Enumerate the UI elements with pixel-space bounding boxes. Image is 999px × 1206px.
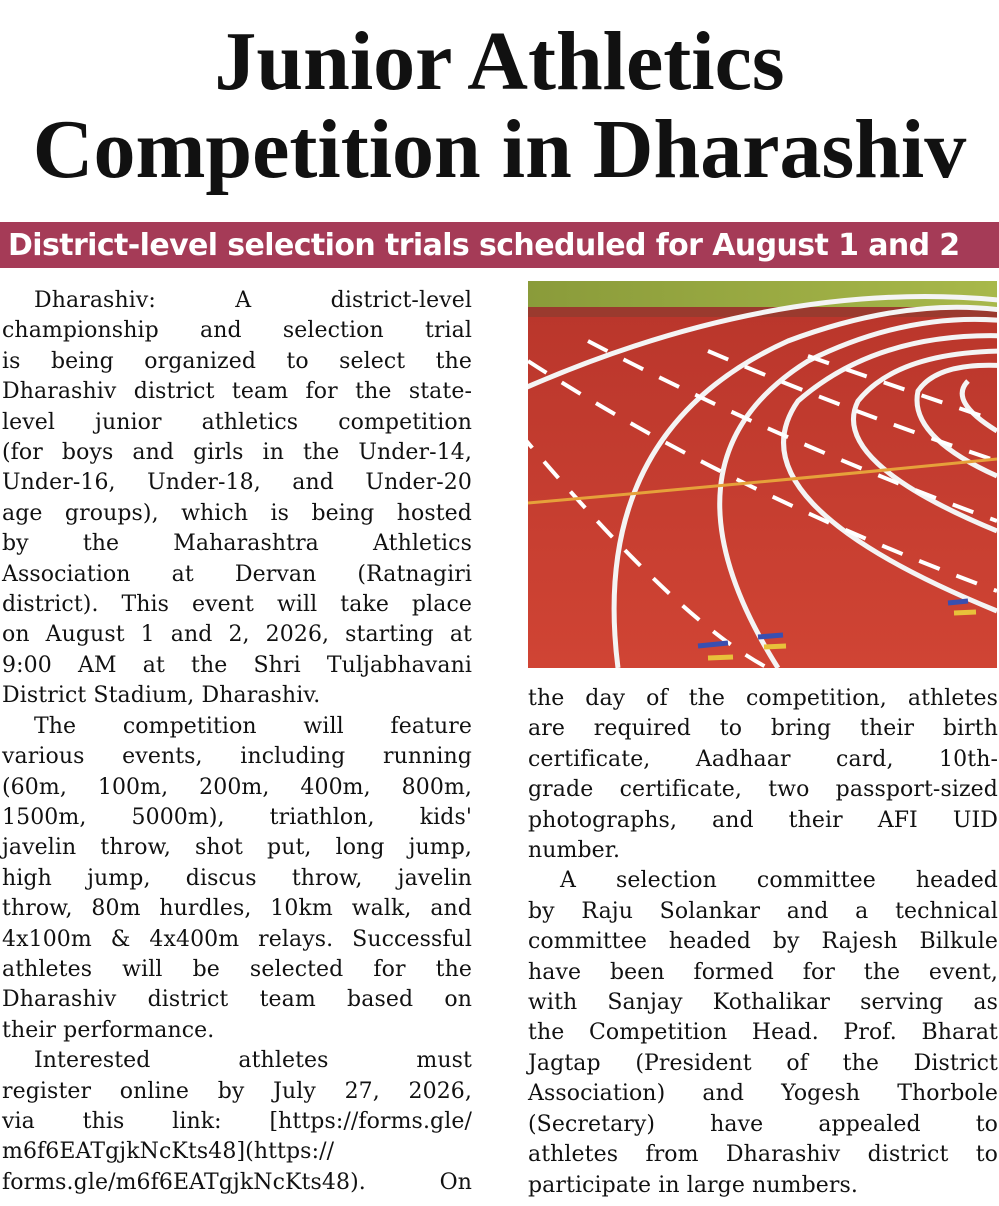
paragraph-line: throw, 80m hurdles, 10km walk, and (2, 896, 472, 922)
paragraph-line: District Stadium, Dharashiv. (2, 683, 321, 709)
paragraph-line: The competition will feature (34, 713, 472, 739)
headline-line-1: Junior Athletics (214, 15, 785, 108)
paragraph-line: district). This event will take place (2, 592, 472, 618)
paragraph-line: A selection committee headed (560, 868, 998, 894)
paragraph-line: certificate, Aadhaar card, 10th- (528, 746, 998, 772)
article-column-left (2, 286, 472, 1198)
paragraph-line: have been formed for the event, (528, 959, 998, 985)
paragraph-line: number. (528, 838, 621, 864)
paragraph-line: grade certificate, two passport-sized (528, 777, 998, 803)
paragraph-4 (528, 866, 998, 1200)
paragraph-line: (for boys and girls in the Under-14, (2, 440, 472, 466)
paragraph-line: javelin throw, shot put, long jump, (2, 835, 472, 861)
subheadline-banner (0, 222, 999, 268)
paragraph-3-continued (528, 684, 998, 866)
paragraph-line: via this link: [https://forms.gle/ (2, 1108, 472, 1134)
paragraph-line: by the Maharashtra Athletics (2, 531, 472, 557)
paragraph-line: level junior athletics competition (2, 409, 472, 435)
paragraph-line: photographs, and their AFI UID (528, 807, 998, 833)
paragraph-line: on August 1 and 2, 2026, starting at (2, 622, 472, 648)
paragraph-line: high jump, discus throw, javelin (2, 865, 472, 891)
paragraph-line: (60m, 100m, 200m, 400m, 800m, (2, 774, 472, 800)
paragraph-line: 1500m, 5000m), triathlon, kids' (2, 804, 472, 830)
paragraph-line: with Sanjay Kothalikar serving as (528, 990, 998, 1016)
paragraph-line: athletes from Dharashiv district to (528, 1142, 998, 1168)
paragraph-line: Dharashiv district team based on (2, 987, 472, 1013)
paragraph-2 (2, 712, 472, 1046)
article-column-right (528, 684, 998, 1201)
paragraph-line: committee headed by Rajesh Bilkule (528, 929, 998, 955)
paragraph-3-start (2, 1046, 472, 1198)
paragraph-line: m6f6EATgjkNcKts48](https:// (2, 1139, 335, 1165)
paragraph-line: 9:00 AM at the Shri Tuljabhavani (2, 652, 472, 678)
paragraph-line: the day of the competition, athletes (528, 686, 998, 711)
paragraph-line: participate in large numbers. (528, 1172, 858, 1198)
paragraph-line: forms.gle/m6f6EATgjkNcKts48). On (2, 1169, 472, 1195)
paragraph-line: by Raju Solankar and a technical (528, 898, 998, 924)
paragraph-line: Dharashiv district team for the state- (2, 379, 472, 405)
paragraph-line: various events, including running (2, 744, 472, 770)
paragraph-line: Jagtap (President of the District (528, 1050, 998, 1076)
paragraph-line: the Competition Head. Prof. Bharat (528, 1020, 998, 1046)
paragraph-line: championship and selection trial (2, 318, 472, 344)
paragraph-line: Interested athletes must (34, 1048, 472, 1074)
paragraph-line: their performance. (2, 1017, 215, 1043)
paragraph-line: age groups), which is being hosted (2, 500, 472, 526)
paragraph-line: 4x100m & 4x400m relays. Successful (2, 926, 472, 952)
paragraph-line: register online by July 27, 2026, (2, 1078, 472, 1104)
paragraph-line: Dharashiv: A district-level (34, 288, 472, 313)
paragraph-1 (2, 286, 472, 712)
paragraph-line: Association at Dervan (Ratnagiri (2, 561, 472, 587)
running-track-photo (528, 281, 997, 668)
headline (0, 15, 999, 196)
paragraph-line: is being organized to select the (2, 348, 472, 374)
paragraph-line: are required to bring their birth (528, 716, 998, 742)
paragraph-line: athletes will be selected for the (2, 956, 472, 982)
running-track-illustration (528, 281, 997, 668)
paragraph-line: (Secretary) have appealed to (528, 1111, 998, 1137)
headline-line-2: Competition in Dharashiv (32, 103, 967, 196)
subheadline: District-level selection trials scheduled for August 1 and 2 (8, 227, 960, 263)
paragraph-line: Under-16, Under-18, and Under-20 (2, 470, 472, 496)
paragraph-line: Association) and Yogesh Thorbole (528, 1081, 998, 1107)
